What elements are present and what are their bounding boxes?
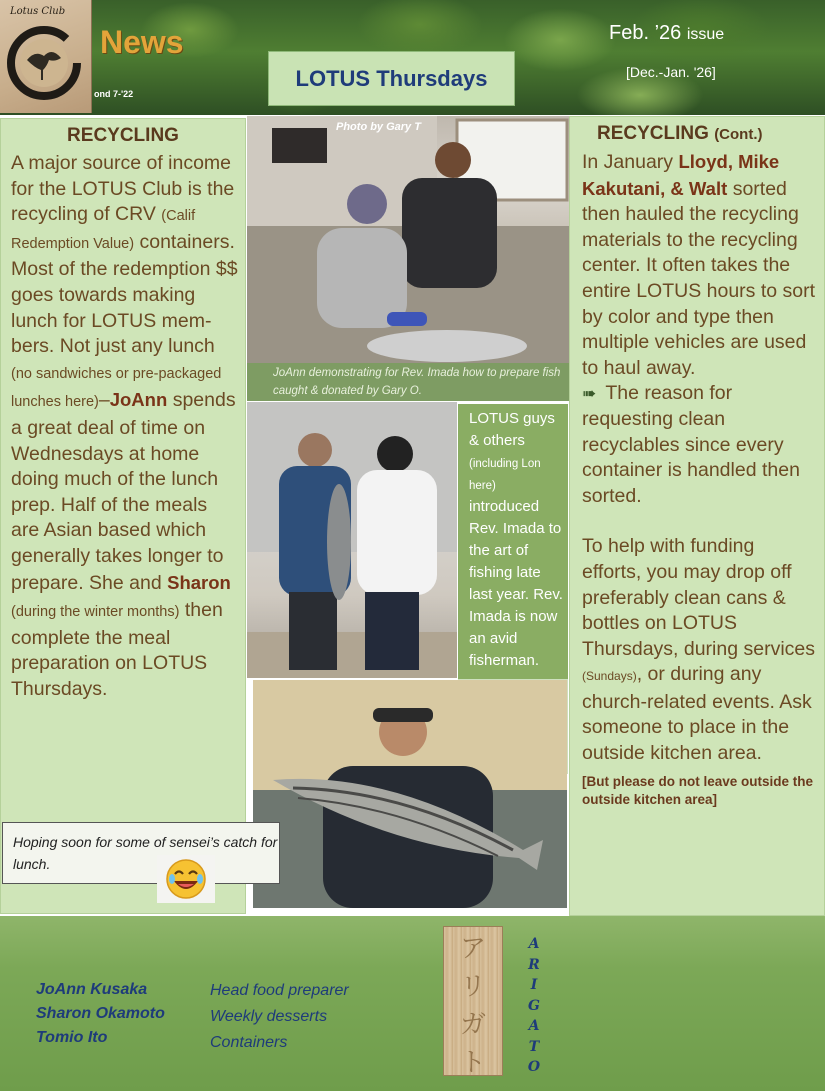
arigato-letter: T	[528, 1038, 540, 1055]
arigato-vertical-text	[526, 934, 542, 1078]
text-run: A major source of income for the LOTUS Club is the recycling of CRV	[11, 152, 235, 226]
text-run: To help with funding efforts, you may drop off preferably clean cans & bottles on LOTUS Thursdays, during services	[582, 535, 816, 660]
fishing-photo-boat	[253, 680, 567, 908]
news-subtext: ond 7-'22	[94, 89, 134, 99]
text-run: sorted then hauled the recycling materials to the recycling center. It often takes the entire LOTUS hours to sort by color and type then multiple vehicles are used to haul away.	[582, 177, 816, 379]
text-run-small: (Calif Redemption Value)	[11, 208, 196, 252]
recycling-cont-heading-sub: (Cont.)	[714, 126, 763, 143]
text-run-small: (no sandwiches or pre-packaged lunches here)	[11, 365, 222, 411]
issue-date: Feb. ’26	[609, 22, 682, 44]
paragraph-gap	[582, 509, 816, 534]
laughing-face-icon-svg	[164, 857, 208, 901]
text-run-small: (during the winter months)	[11, 604, 180, 621]
recycling-cont-heading-main: RECYCLING	[597, 123, 715, 144]
kitchen-photo-caption-strip	[247, 363, 569, 401]
arigato-letter: A	[528, 936, 540, 952]
recycling-cont-paragraph-2	[582, 381, 816, 509]
text-run: containers. Most of the redemption $$ goes towards making lunch for LOTUS mem-bers. Not just any lunch	[11, 230, 238, 358]
bonsai-circle-logo-icon	[7, 26, 81, 100]
recycling-cont-paragraph-3	[582, 534, 816, 766]
fishing-photo-boat-illustration	[253, 680, 567, 908]
right-arrow-icon: ➠	[582, 384, 597, 404]
newsletter-title-box	[268, 51, 515, 106]
fishing-story-box	[458, 404, 568, 679]
arigato-letter: G	[528, 997, 540, 1014]
newsletter-title: LOTUS Thursdays	[295, 65, 488, 91]
text-run: LOTUS guys & others	[469, 410, 555, 449]
fishing-photo-pier	[247, 402, 457, 678]
fishing-story-text	[458, 404, 568, 672]
text-run: spends a great deal of time on Wednesdays at home doing much of the lunch prep. Half of the meals are Asian based which generally takes longer to prepare. She and	[11, 389, 236, 594]
recycling-column-left	[0, 118, 246, 914]
issue-label	[609, 22, 724, 45]
text-run-small: (including Lon here)	[469, 458, 541, 492]
photo-credit: Photo by Gary T	[336, 121, 421, 133]
arigato-letter: I	[530, 977, 538, 993]
laughing-face-icon	[157, 855, 215, 903]
text-run: , or during any church-related events. Ask someone to place in the outside kitchen area.	[582, 663, 812, 765]
text-run: then complete the meal preparation on LOTUS Thursdays.	[11, 599, 223, 700]
volunteer-roles	[210, 978, 349, 1056]
logo-club-text: Lotus Club	[10, 6, 66, 17]
katakana-char: リ	[459, 972, 486, 1002]
text-run-small: (Sundays)	[582, 669, 637, 684]
arigato-letter: A	[528, 1018, 540, 1034]
recycling-column-right	[569, 116, 825, 916]
recycling-cont-paragraph-1	[582, 149, 816, 381]
kitchen-photo	[247, 116, 569, 363]
fishing-photo-pier-illustration	[247, 402, 457, 678]
volunteer-role: Containers	[210, 1034, 288, 1051]
volunteer-name: Sharon Okamoto	[36, 1005, 165, 1022]
recycling-article-text	[1, 147, 245, 702]
arigato-letter: O	[527, 1059, 541, 1075]
volunteer-name: Tomio Ito	[36, 1029, 108, 1046]
katakana-char: ト	[459, 1048, 486, 1078]
arigato-letter: R	[528, 956, 540, 973]
volunteer-names	[36, 978, 165, 1050]
masthead	[0, 0, 825, 115]
katakana-char: ア	[459, 934, 486, 964]
club-logo	[0, 0, 92, 113]
wooden-arigato-sign	[443, 926, 503, 1076]
outside-kitchen-note: [But please do not leave outside the outside kitchen area]	[582, 773, 814, 807]
text-run: In January	[582, 151, 679, 173]
katakana-char: ガ	[459, 1010, 486, 1040]
kitchen-photo-caption: JoAnn demonstrating for Rev. Imada how to prepare fish caught & donated by Gary O.	[273, 367, 561, 397]
volunteer-role: Weekly desserts	[210, 1008, 328, 1025]
volunteer-name: JoAnn Kusaka	[36, 981, 148, 998]
recycling-heading: RECYCLING	[67, 125, 179, 146]
recycling-cont-text	[570, 145, 824, 767]
text-run: –	[98, 389, 110, 412]
text-run: introduced Rev. Imada to the art of fishing late last year. Rev. Imada is now an avid fisherman.	[469, 498, 563, 669]
names-highlight: Lloyd, Mike Kakutani, & Walt	[582, 151, 780, 199]
bubble-text: Hoping soon for some of sensei’s catch for lunch.	[13, 834, 278, 872]
name-highlight: Sharon	[167, 571, 231, 593]
news-word: News	[100, 24, 184, 60]
text-run: The reason for requesting clean recyclables since every container is handled then sorted.	[582, 382, 800, 507]
volunteer-role: Head food preparer	[210, 982, 349, 999]
sensei-catch-bubble	[2, 822, 280, 884]
recycling-cont-heading	[570, 117, 824, 145]
issue-word: issue	[686, 26, 725, 43]
name-highlight: JoAnn	[109, 389, 168, 411]
issue-range: [Dec.-Jan. '26]	[626, 64, 716, 80]
kitchen-photo-illustration	[247, 116, 569, 363]
